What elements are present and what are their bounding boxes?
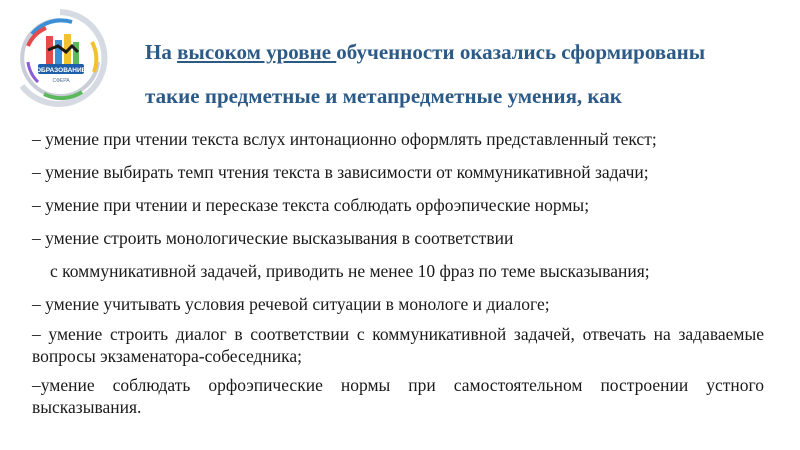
title-line-1: На высоком уровне обученности оказались сформированы — [145, 40, 706, 64]
skills-list — [32, 124, 764, 425]
list-item: – умение учитывать условия речевой ситуации в монологе и диалоге; — [32, 294, 550, 314]
logo — [8, 6, 112, 110]
logo-subtext: СФЕРА — [52, 78, 70, 84]
list-item: – умение при чтении текста вслух интонационно оформлять представленный текст; — [32, 129, 657, 149]
title-line-2: такие предметные и метапредметные умения, как — [145, 84, 622, 108]
logo-emblem-icon — [8, 6, 112, 110]
list-item: –умение соблюдать орфоэпические нормы при самостоятельном построении устного высказывания. — [32, 375, 764, 417]
title-underlined: высоком уровне — [177, 40, 337, 64]
list-item: – умение строить диалог в соответствии с коммуникативной задачей, отвечать на задаваемые вопросы экзаменатора-собеседника; — [32, 324, 764, 366]
list-item-continuation: с коммуникативной задачей, приводить не менее 10 фраз по теме высказывания; — [50, 261, 650, 281]
logo-text: ОБРАЗОВАНИЕ — [36, 67, 86, 74]
list-item: – умение при чтении и пересказе текста соблюдать орфоэпические нормы; — [32, 195, 590, 215]
list-item: – умение выбирать темп чтения текста в зависимости от коммуникативной задачи; — [32, 162, 649, 182]
slide-title — [145, 30, 785, 118]
list-item: – умение строить монологические высказывания в соответствии — [32, 228, 514, 248]
